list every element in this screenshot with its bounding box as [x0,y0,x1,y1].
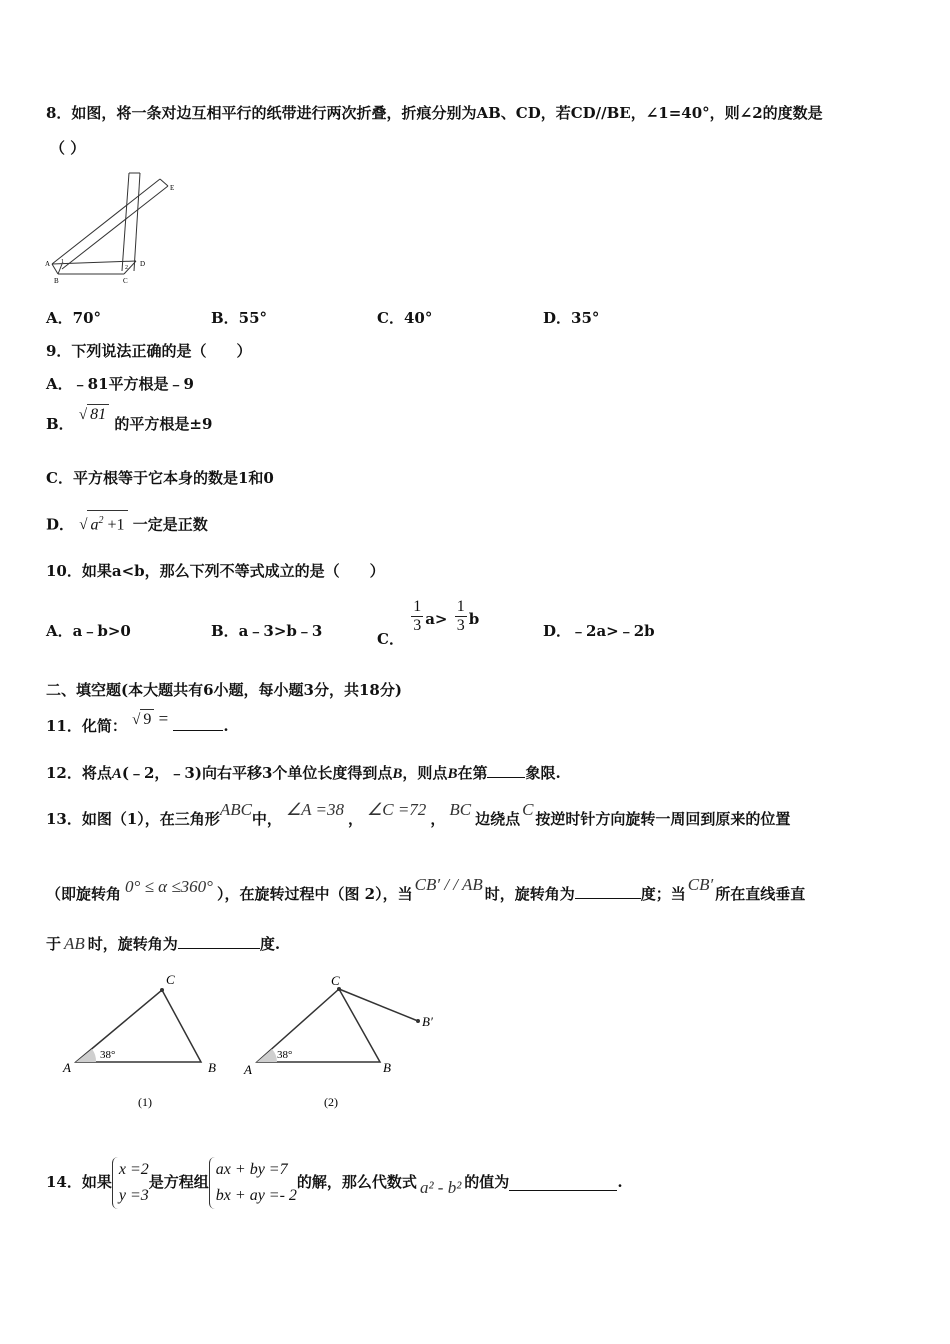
q11: 11．化简： √ 9 = . [46,709,229,735]
q10-option-c [377,598,480,648]
fig1-label-b: B [208,1060,216,1075]
q8-option-a: A．70° [46,309,102,327]
q14-text-4: 的值为 [464,1173,510,1191]
q12-point-b: B [392,766,403,782]
q14-expression: a² - b² [419,1178,462,1197]
q13-answer-blank-1[interactable] [575,884,641,899]
q12-text-5: 象限. [525,764,561,782]
q13-text-12: 度. [259,935,281,953]
q12-answer-blank[interactable] [487,763,525,778]
q13-point-c: C [522,800,534,819]
q11-radicand: 9 [140,709,154,730]
q13-angle-c: ∠C =72 [367,800,427,819]
q14-text-2: 是方程组 [148,1173,209,1191]
q11-end: . [223,717,229,735]
fig2-caption: (2) [324,1095,338,1109]
q10-option-a: A．a﹣b>0 [46,622,131,640]
q13-line-2 [46,875,806,904]
q8-label-A: A [45,260,51,268]
q13-ab: AB [64,934,85,953]
q11-answer-blank[interactable] [173,716,223,731]
q13-text-2: 中， [251,810,282,828]
q13-bc: BC [449,800,472,819]
q13-range: 0° ≤ α ≤360° [125,877,213,896]
q12-point-b2: B [447,766,458,782]
fig2-angle: 38° [277,1049,293,1061]
q8-label-E: E [170,184,175,192]
q13-abc: ABC [219,800,252,819]
q9-option-d: D． √ $a^2 +1$ 一定是正数 [46,510,208,535]
q10-c-prefix: C． [377,629,404,648]
fig1-caption: (1) [138,1095,152,1109]
q14-equation-system: ax + by =7 bx + ay =- 2 [209,1157,297,1209]
q13-text-8: 度；当 [640,885,686,903]
q13-line-1 [46,800,791,829]
fig2-label-b-prime: B′ [422,1014,433,1029]
q9-d-prefix: D． [46,515,75,534]
q14-text-3: 的解，那么代数式 [296,1173,417,1191]
q13-cb: CB′ [687,875,714,894]
q11-eq: = [154,709,169,728]
q13-text-10: 于 [46,935,62,953]
q11-prefix: 11．化简： [46,717,127,735]
q13-comma-1: ， [347,810,363,828]
q8-label-2: 2 [125,265,128,271]
q13-text-1: 13．如图（1），在三角形 [46,810,220,828]
q13-condition: CB′ / / AB [414,875,483,894]
q10-frac-1: $\frac{1}{3}$ [413,598,422,634]
q8-label-D: D [140,260,146,268]
q8-stem: 8．如图，将一条对边互相平行的纸带进行两次折叠，折痕分别为AB、CD，若CD//BE，∠1=40°，则∠2的度数是 [46,104,823,122]
q10-option-b: B．a﹣3>b﹣3 [211,622,323,640]
q13-text-5: （即旋转角 [46,885,122,903]
q9-stem: 9．下列说法正确的是（ ） [46,342,252,360]
q10-frac-2: $\frac{1}{3}$ [456,598,465,634]
q10-c-mid: a> [425,609,448,628]
q14-end: . [617,1173,623,1191]
q13-text-3: 边绕点 [475,810,521,828]
q8-paren: （ ） [50,139,86,157]
q8-option-c: C．40° [377,309,433,327]
q9-b-radicand: 81 [87,404,109,425]
q13-text-11: 时，旋转角为 [87,935,178,953]
fig2-label-b: B [383,1060,391,1075]
fig1-label-c: C [166,972,175,987]
fig1-angle: 38° [100,1049,116,1061]
q12-text-3: ，则点 [402,764,448,782]
section-2-title: 二、填空题(本大题共有6小题，每小题3分，共18分) [46,681,402,699]
q8-label-C: C [123,277,128,285]
q12-text-1: 12．将点 [46,764,112,782]
q8-figure [44,168,179,288]
q10-stem: 10．如果a<b，那么下列不等式成立的是（ ） [46,562,385,580]
q13-line-3 [46,934,280,954]
q8-option-b: B．55° [211,309,268,327]
q9-d-base: a [90,516,99,534]
q9-option-a: A．﹣81平方根是﹣9 [46,375,194,393]
q12-point-a: A [111,766,122,782]
q13-figure-2 [240,968,450,1113]
q9-b-suffix: 的平方根是±9 [114,415,213,433]
q9-d-suffix: 一定是正数 [132,515,208,534]
q9-d-rest: +1 [103,516,125,534]
q13-text-7: 时，旋转角为 [484,885,575,903]
q13-figure-1 [55,968,235,1113]
fig1-label-a: A [63,1060,71,1075]
q13-answer-blank-2[interactable] [178,934,260,949]
q12 [46,763,561,784]
q9-b-prefix: B． [46,415,74,433]
q14-text-1: 14．如果 [46,1173,112,1191]
q14-answer-blank[interactable] [509,1176,617,1191]
q14 [46,1152,623,1212]
q10-option-d: D．﹣2a>﹣2b [543,622,655,640]
q8-option-d: D．35° [543,309,600,327]
q9-option-c: C．平方根等于它本身的数是1和0 [46,469,274,487]
q8-label-1: 1 [61,259,64,265]
q13-text-6: ），在旋转过程中（图 2），当 [216,885,413,903]
fig2-label-c: C [331,973,340,988]
q9-option-b: B． √ 81 的平方根是±9 [46,406,213,433]
q13-text-9: 所在直线垂直 [715,885,806,903]
q13-text-4: 按逆时针方向旋转一周回到原来的位置 [535,810,791,828]
fig2-label-a: A [244,1062,252,1077]
q9-d-exp: 2 [98,515,104,526]
q12-text-4: 在第 [457,764,488,782]
q13-angle-a: ∠A =38 [285,800,344,819]
q13-comma-2: ， [430,810,446,828]
q10-c-end: b [468,609,480,628]
q12-text-2: (﹣2，﹣3)向右平移3个单位长度得到点 [121,764,393,782]
q8-label-B: B [54,277,59,285]
q14-solution-system: x =2 y =3 [112,1157,149,1209]
